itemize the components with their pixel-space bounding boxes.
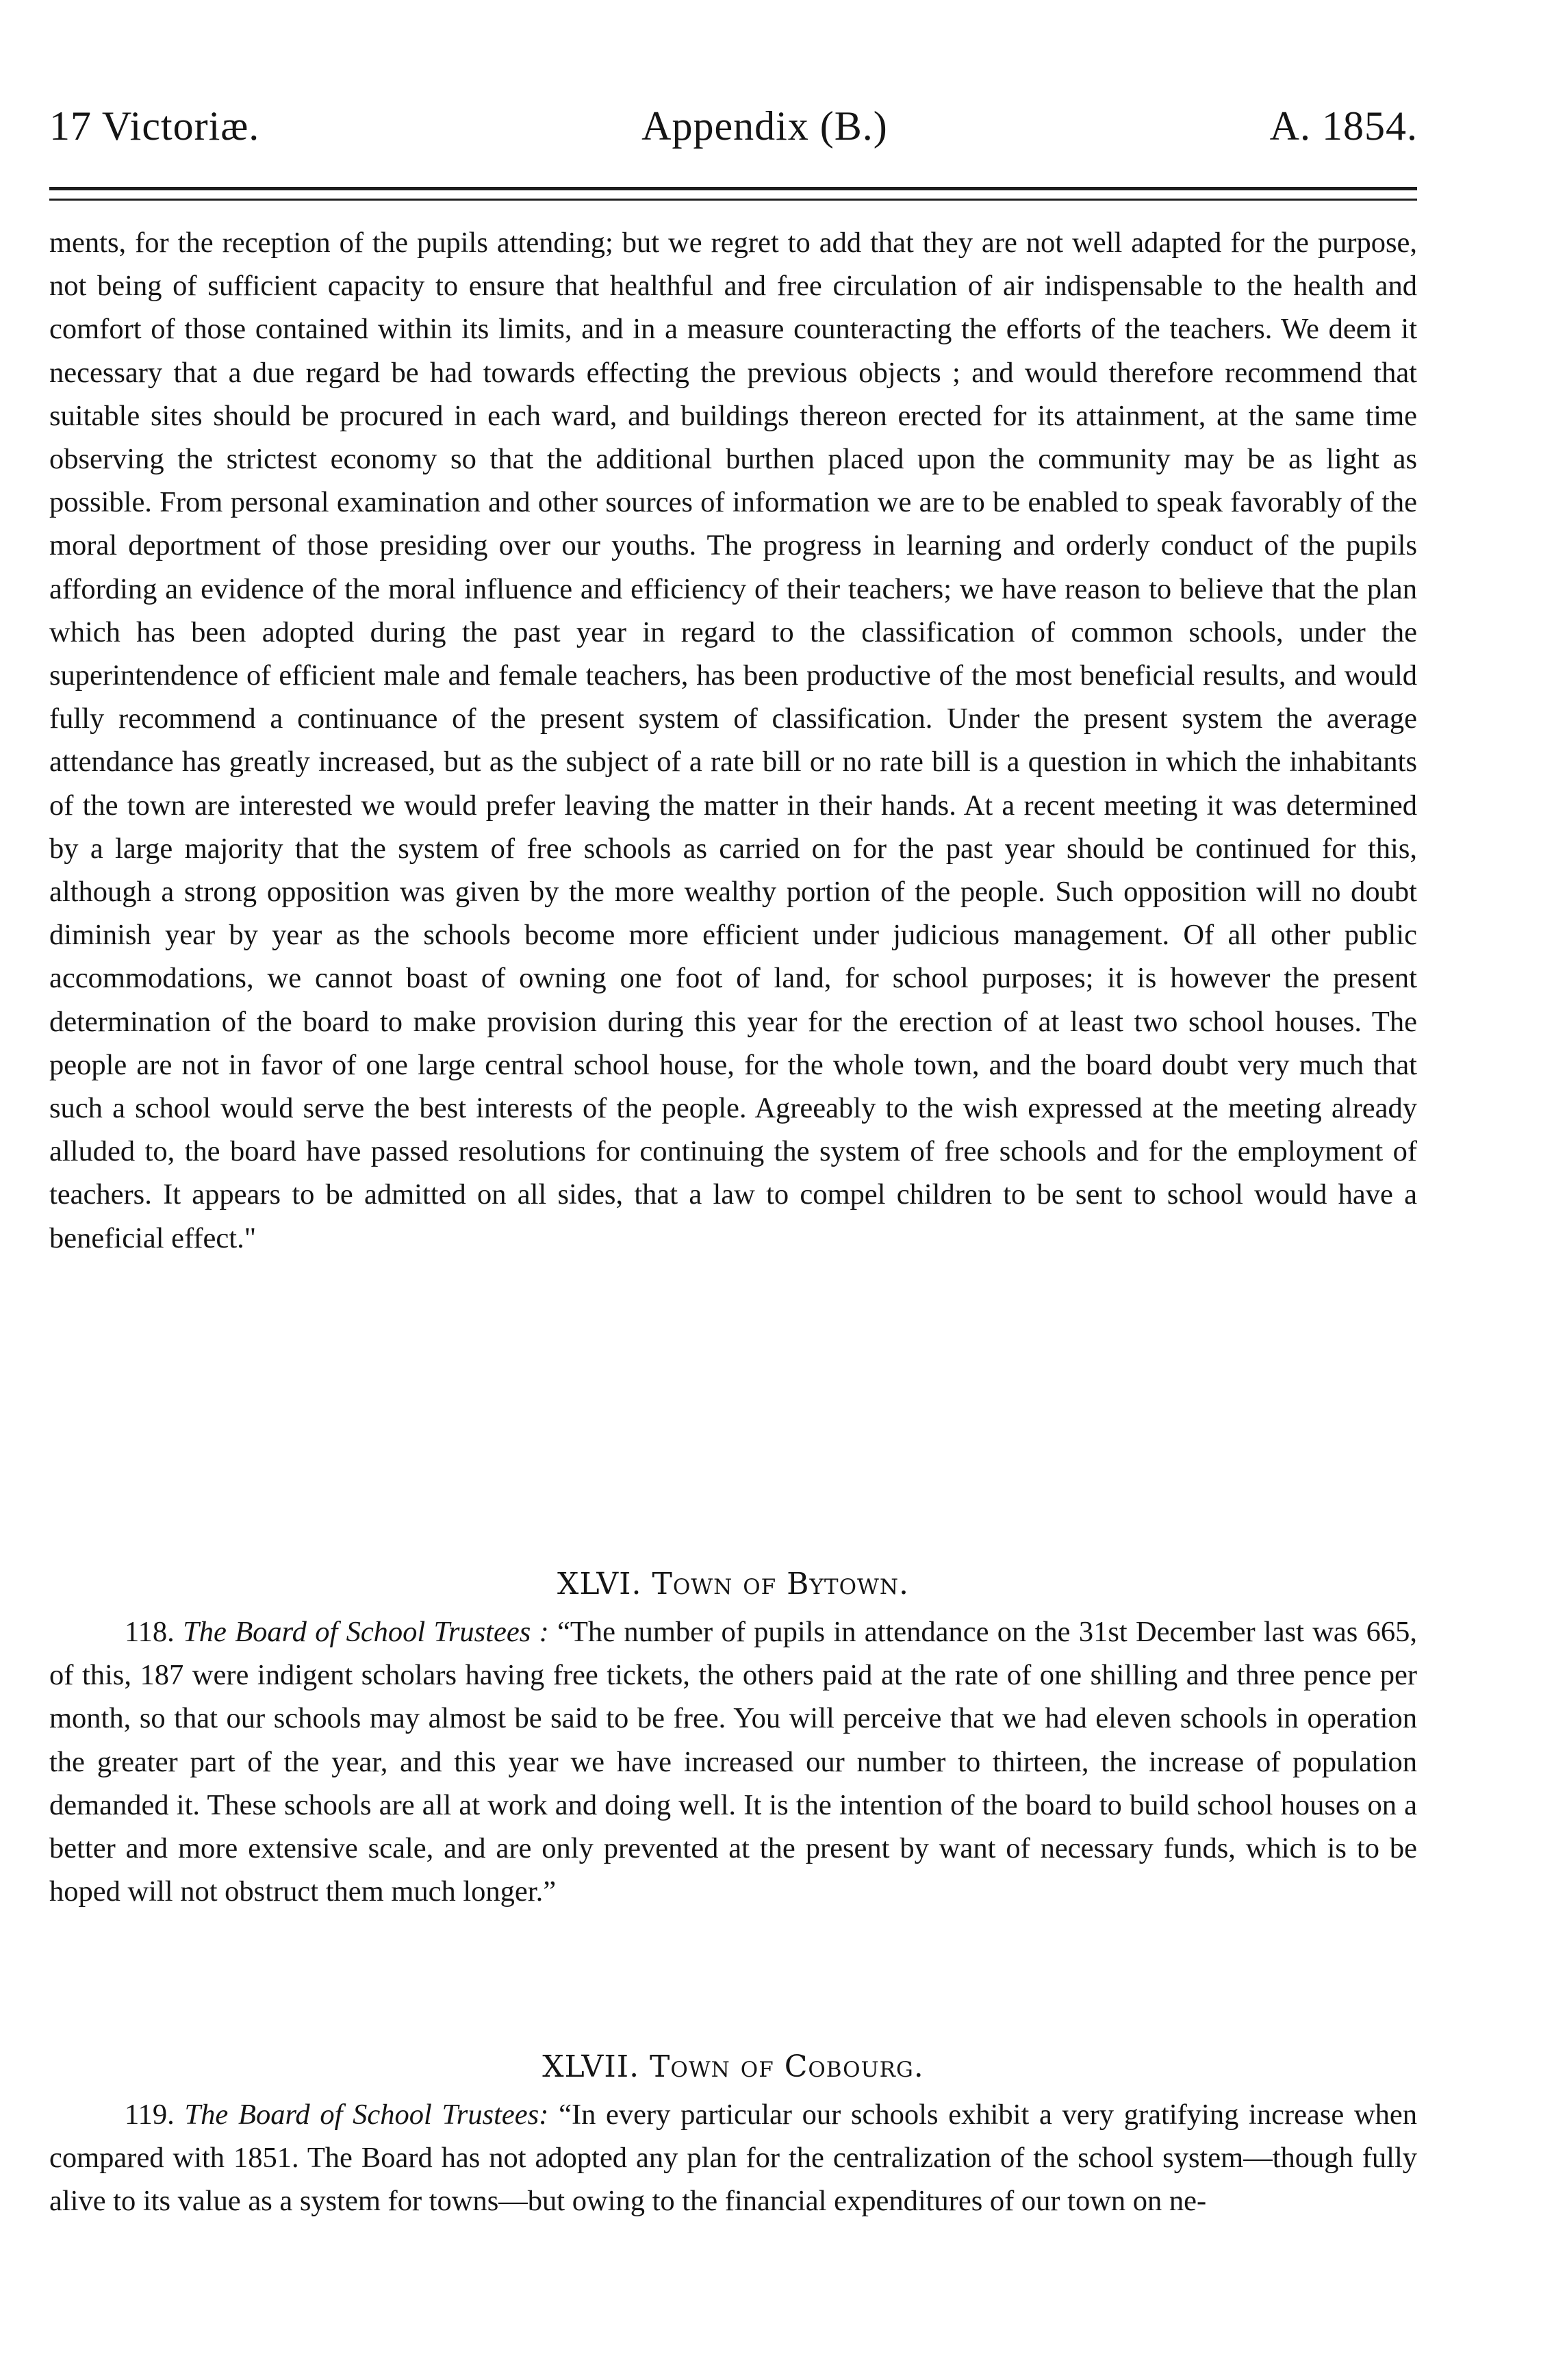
- section-47-lead: The Board of School Trustees:: [184, 2099, 549, 2131]
- section-47-heading: XLVII. Town of Cobourg.: [542, 2049, 924, 2084]
- section-46-body: [49, 1610, 1417, 1913]
- section-47-body: [49, 2093, 1417, 2223]
- section-46-paragraph: [49, 1610, 1417, 1913]
- section-47-paragraph: [49, 2093, 1417, 2223]
- header-year: A. 1854.: [1269, 103, 1418, 149]
- section-46: [49, 1562, 1417, 1606]
- section-46-heading: XLVI. Town of Bytown.: [557, 1567, 909, 1602]
- section-47: [49, 2045, 1417, 2088]
- continuation-paragraph: ments, for the reception of the pupils attending; but we regret to add that they are not well adapted for the purpose, not being of sufficient capacity to ensure that healthful and free circulation of air indispensable to the health and comfort of those contained within its limits, and in a measure counteracting the efforts of the teachers. We deem it necessary that a due regard be had towards effecting the previous objects ; and would therefore recommend that suitable sites should be procured in each ward, and buildings thereon erected for its attainment, at the same time observing the strictest economy so that the additional burthen placed upon the community may be as light as possible. From personal examination and other sources of information we are to be enabled to speak favorably of the moral deportment of those presiding over our youths. The progress in learning and orderly conduct of the pupils affording an evidence of the moral influence and efficiency of their teachers; we have reason to believe that the plan which has been adopted during the past year in regard to the classification of common schools, under the superintendence of efficient male and female teachers, has been productive of the most beneficial results, and would fully recommend a continuance of the present system of classification. Under the present system the average attendance has greatly increased, but as the subject of a rate bill or no rate bill is a question in which the inhabitants of the town are interested we would prefer leaving the matter in their hands. At a recent meeting it was determined by a large majority that the system of free schools as carried on for the past year should be continued for this, although a strong opposition was given by the more wealthy portion of the people. Such opposition will no doubt diminish year by year as the schools become more efficient under judicious management. Of all other public accommodations, we cannot boast of owning one foot of land, for school purposes; it is however the present determination of the board to make provision during this year for the erection of at least two school houses. The people are not in favor of one large central school house, for the whole town, and the board doubt very much that such a school would serve the best interests of the people. Agreeably to the wish expressed at the meeting already alluded to, the board have passed resolutions for continuing the system of free schools and for the employment of teachers. It appears to be admitted on all sides, that a law to compel children to be sent to school would have a beneficial effect.": [49, 227, 1417, 1254]
- header-rule: [49, 187, 1417, 201]
- header-session: 17 Victoriæ.: [49, 103, 260, 149]
- section-46-text: “The number of pupils in attendance on the 31st December last was 665, of this, 187 were indigent scholars having free tickets, the others paid at the rate of one shilling and three pence per month, so that our schools may almost be said to be free. You will perceive that we had eleven schools in operation the greater part of the year, and this year we have increased our number to thirteen, the increase of population demanded it. These schools are all at work and doing well. It is the intention of the board to build school houses on a better and more extensive scale, and are only prevented at the present by want of necessary funds, which is to be hoped will not obstruct them much longer.”: [49, 1616, 1418, 1908]
- section-46-number: 118.: [125, 1616, 175, 1648]
- section-47-number: 119.: [125, 2099, 175, 2131]
- header-appendix: Appendix (B.): [641, 103, 888, 149]
- section-46-lead: The Board of School Trustees :: [183, 1616, 549, 1648]
- continuation-block: [49, 221, 1417, 1260]
- running-header: [49, 103, 1418, 164]
- section-47-text: “In every particular our schools exhibit a very gratifying increase when compared with 1851. The Board has not adopted any plan for the centralization of the school system—though fully alive to its value as a system for towns—but owing to the financial expenditures of our town on ne-: [49, 2099, 1418, 2218]
